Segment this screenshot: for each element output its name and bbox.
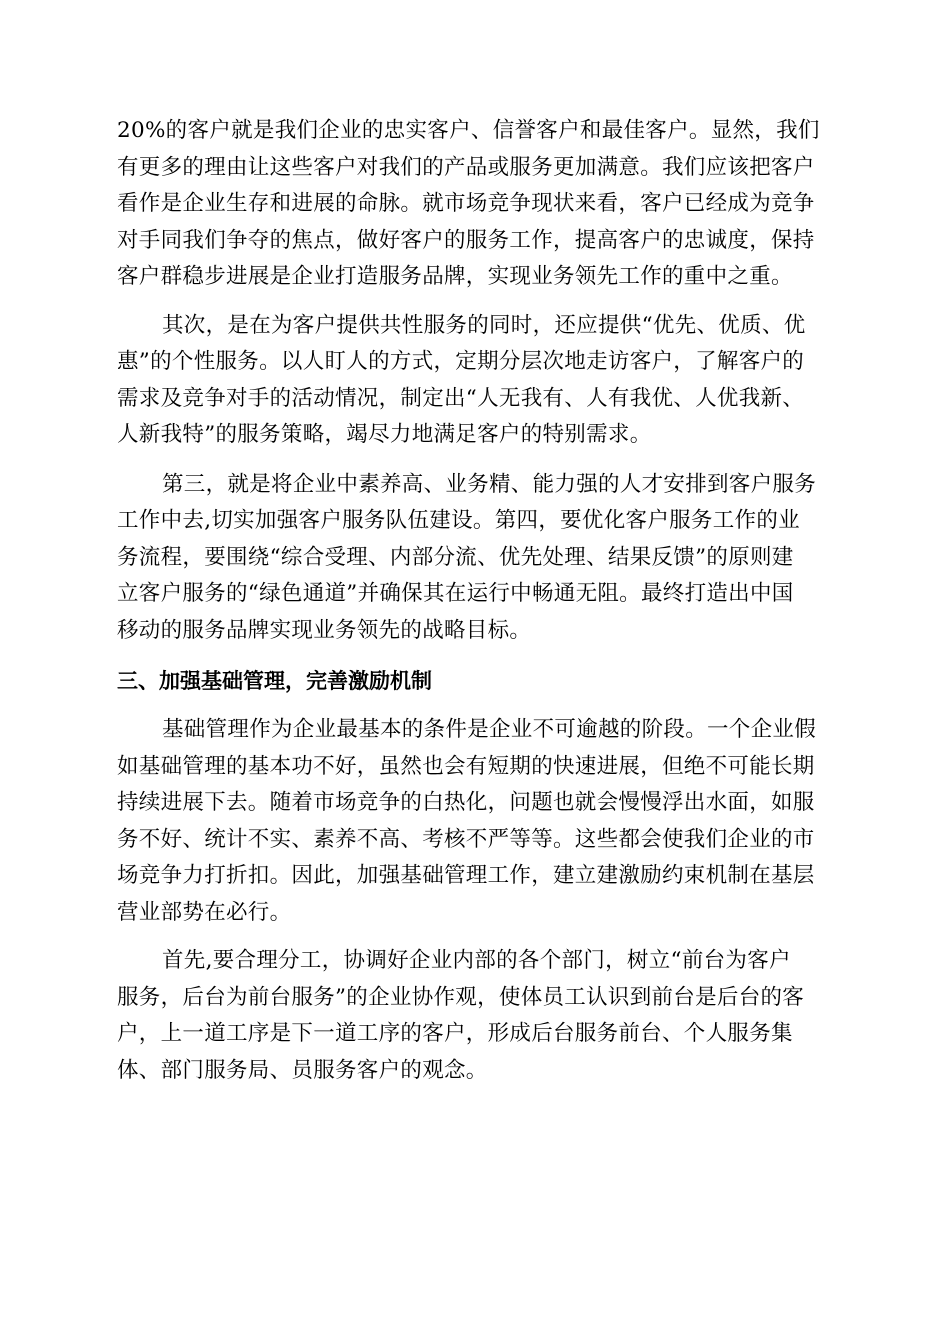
text-line: 惠”的个性服务。以人盯人的方式，定期分层次地走访客户，了解客户的 xyxy=(117,349,805,374)
text-line: 户，上一道工序是下一道工序的客户，形成后台服务前台、个人服务集 xyxy=(117,1021,793,1046)
text-line: 立客户服务的“绿色通道”并确保其在运行中畅通无阻。最终打造出中国 xyxy=(117,581,794,606)
text-line: 有更多的理由让这些客户对我们的产品或服务更加满意。我们应该把客户 xyxy=(117,154,815,180)
paragraph-division-of-labor xyxy=(117,943,837,1089)
text-line: 基础管理作为企业最基本的条件是企业不可逾越的阶段。一个企业假 xyxy=(162,717,817,742)
paragraph-personalized-service xyxy=(117,308,837,454)
text-line: 务不好、统计不实、素养不高、考核不严等等。这些都会使我们企业的市 xyxy=(117,826,815,852)
text-line: 移动的服务品牌实现业务领先的战略目标。 xyxy=(117,617,532,643)
text-line: 20%的客户就是我们企业的忠实客户、信誉客户和最佳客户。显然，我们 xyxy=(117,118,820,143)
text-line: 对手同我们争夺的焦点，做好客户的服务工作，提高客户的忠诚度，保持 xyxy=(117,227,815,253)
text-line: 体、部门服务局、员服务客户的观念。 xyxy=(117,1057,488,1083)
document-page xyxy=(117,113,837,1089)
paragraph-customers-loyalty xyxy=(117,113,837,296)
text-line: 第三，就是将企业中素养高、业务精、能力强的人才安排到客户服务 xyxy=(162,471,817,497)
text-line: 服务，后台为前台服务”的企业协作观，使体员工认识到前台是后台的客 xyxy=(117,984,805,1010)
paragraph-service-team xyxy=(117,467,837,650)
text-line: 务流程，要围绕“综合受理、内部分流、优先处理、结果反馈”的原则建 xyxy=(117,544,794,570)
text-line: 需求及竞争对手的活动情况，制定出“人无我有、人有我优、人优我新、 xyxy=(117,385,805,411)
text-line: 工作中去,切实加强客户服务队伍建设。第四，要优化客户服务工作的业 xyxy=(117,508,800,533)
paragraph-basic-management xyxy=(117,712,837,931)
text-line: 营业部势在必行。 xyxy=(117,899,292,925)
section-heading: 三、加强基础管理，完善激励机制 xyxy=(117,669,432,693)
text-line: 持续进展下去。随着市场竞争的白热化，问题也就会慢慢浮出水面，如服 xyxy=(117,790,815,815)
text-line: 客户群稳步进展是企业打造服务品牌，实现业务领先工作的重中之重。 xyxy=(117,264,793,289)
text-line: 场竞争力打折扣。因此，加强基础管理工作，建立建激励约束机制在基层 xyxy=(117,863,815,888)
text-line: 首先,要合理分工，协调好企业内部的各个部门，树立“前台为客户 xyxy=(162,948,791,973)
text-line: 看作是企业生存和进展的命脉。就市场竞争现状来看，客户已经成为竞争 xyxy=(117,191,815,216)
text-line: 人新我特”的服务策略，竭尽力地满足客户的特别需求。 xyxy=(117,422,652,447)
text-line: 如基础管理的基本功不好，虽然也会有短期的快速进展，但绝不可能长期 xyxy=(117,753,815,779)
text-line: 其次，是在为客户提供共性服务的同时，还应提供“优先、优质、优 xyxy=(162,312,806,338)
